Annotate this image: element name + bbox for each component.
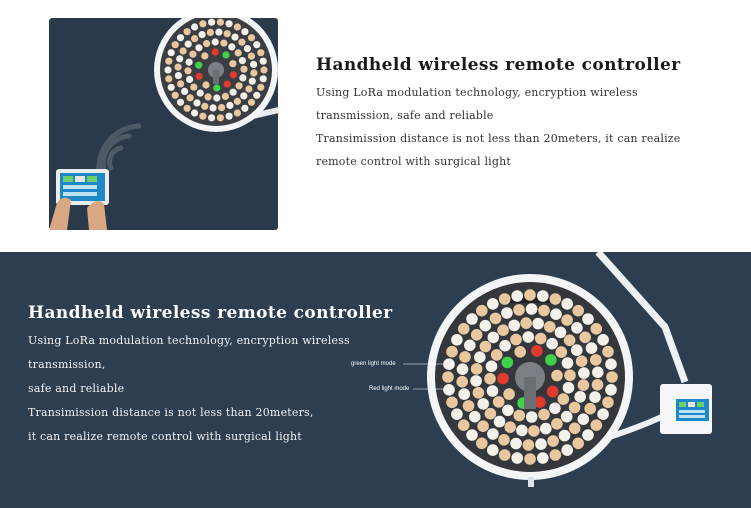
led [497, 373, 509, 385]
led [201, 52, 208, 59]
led [210, 104, 217, 111]
led [561, 411, 573, 423]
led [451, 334, 463, 346]
dark-feature-panel [0, 252, 751, 508]
led [245, 85, 252, 92]
led [503, 388, 515, 400]
led [260, 75, 267, 82]
led [559, 430, 571, 442]
led [491, 349, 503, 361]
led [249, 78, 256, 85]
led [576, 355, 588, 367]
led [239, 74, 246, 81]
led [164, 66, 171, 73]
led [597, 334, 609, 346]
led [571, 344, 583, 356]
led [535, 438, 547, 450]
led [498, 434, 510, 446]
led [241, 105, 248, 112]
led [537, 290, 549, 302]
led [582, 313, 594, 325]
led [165, 75, 172, 82]
led [471, 329, 483, 341]
led [226, 102, 233, 109]
led [535, 333, 547, 345]
led [497, 324, 509, 336]
led [459, 351, 471, 363]
led [510, 334, 522, 346]
led [175, 64, 182, 71]
led [236, 82, 243, 89]
led [253, 92, 260, 99]
led [208, 19, 215, 26]
led [538, 305, 550, 317]
led [234, 23, 241, 30]
led [569, 423, 581, 435]
led [564, 370, 576, 382]
led [564, 335, 576, 347]
led [203, 40, 210, 47]
led [476, 438, 488, 450]
led [224, 81, 231, 88]
led [240, 66, 247, 73]
led [205, 93, 212, 100]
led [520, 317, 532, 329]
led [471, 363, 483, 375]
led [523, 439, 535, 451]
led [464, 340, 476, 352]
led [466, 313, 478, 325]
led [561, 314, 573, 326]
led [605, 358, 617, 370]
led [218, 104, 225, 111]
led [201, 103, 208, 110]
led [244, 45, 251, 52]
led [212, 48, 219, 55]
description-line: remote control with surgical light [316, 155, 512, 168]
led [514, 346, 526, 358]
led [546, 338, 558, 350]
led [493, 396, 505, 408]
led [561, 444, 573, 456]
led [550, 449, 562, 461]
led [458, 419, 470, 431]
description-line: Transimission distance is not less than 20meters, [28, 406, 314, 419]
led [168, 84, 175, 91]
led [528, 425, 540, 437]
led [474, 351, 486, 363]
led [215, 29, 222, 36]
led [499, 449, 511, 461]
led [208, 114, 215, 121]
led [260, 66, 267, 73]
led [191, 109, 198, 116]
led [222, 51, 229, 58]
led [466, 429, 478, 441]
led [172, 92, 179, 99]
led [513, 304, 525, 316]
led [502, 405, 514, 417]
section-title: Handheld wireless remote controller [28, 303, 393, 323]
led [199, 113, 206, 120]
led [508, 320, 520, 332]
led [545, 354, 557, 366]
led [234, 109, 241, 116]
led [238, 39, 245, 46]
led [213, 94, 220, 101]
led [537, 452, 549, 464]
led [213, 84, 220, 91]
led [177, 34, 184, 41]
led [197, 90, 204, 97]
led [586, 342, 598, 354]
description-line: Transimission distance is not less than 20meters, it can realize [316, 132, 681, 145]
led [523, 331, 535, 343]
led [446, 346, 458, 358]
led [532, 318, 544, 330]
led [190, 84, 197, 91]
led [177, 80, 184, 87]
led [511, 290, 523, 302]
led [176, 55, 183, 62]
led [229, 60, 236, 67]
led [185, 41, 192, 48]
led [561, 298, 573, 310]
led [181, 88, 188, 95]
led [230, 89, 237, 96]
led [547, 435, 559, 447]
led [602, 346, 614, 358]
led [457, 363, 469, 375]
led [490, 313, 502, 325]
led [253, 41, 260, 48]
led [165, 58, 172, 65]
led [550, 308, 562, 320]
led [463, 400, 475, 412]
led [499, 293, 511, 305]
led [212, 38, 219, 45]
led [584, 403, 596, 415]
led [228, 43, 235, 50]
led [572, 438, 584, 450]
led [257, 49, 264, 56]
led [526, 411, 538, 423]
led [473, 387, 485, 399]
led [487, 298, 499, 310]
led [186, 59, 193, 66]
section-title: Handheld wireless remote controller [316, 55, 681, 75]
led [195, 62, 202, 69]
led [446, 397, 458, 409]
led [602, 397, 614, 409]
led [193, 99, 200, 106]
led [199, 31, 206, 38]
led [572, 305, 584, 317]
led [551, 418, 563, 430]
led [248, 53, 255, 60]
led [207, 29, 214, 36]
led [549, 403, 561, 415]
led [226, 113, 233, 120]
led [562, 357, 574, 369]
top-description [316, 55, 716, 173]
led [184, 28, 191, 35]
led [555, 327, 567, 339]
led [470, 375, 482, 387]
led [220, 40, 227, 47]
led [502, 357, 514, 369]
led [480, 320, 492, 332]
led [234, 98, 241, 105]
led [451, 408, 463, 420]
led [547, 386, 559, 398]
led [538, 409, 550, 421]
led [578, 379, 590, 391]
green-light-mode-label: green light mode [351, 361, 396, 367]
led [486, 361, 498, 373]
led [540, 423, 552, 435]
led [442, 371, 454, 383]
led [589, 391, 601, 403]
led [606, 371, 618, 383]
wall-control-panel [660, 384, 712, 434]
product-photo-top [49, 18, 278, 230]
led [241, 28, 248, 35]
led [458, 388, 470, 400]
description-line: it can realize remote control with surgical light [28, 430, 302, 443]
led [456, 376, 468, 388]
led [217, 19, 224, 26]
led [574, 391, 586, 403]
led [501, 307, 513, 319]
led [499, 340, 511, 352]
description-line: Using LoRa modulation technology, encryption wireless [316, 86, 638, 99]
led [485, 408, 497, 420]
description-line: transmission, safe and reliable [316, 109, 494, 122]
led [180, 47, 187, 54]
led [550, 293, 562, 305]
led [477, 420, 489, 432]
led [514, 410, 526, 422]
led [551, 370, 563, 382]
red-light-mode-label: Red light mode [369, 386, 410, 392]
led [563, 382, 575, 394]
led [230, 71, 237, 78]
led [177, 99, 184, 106]
led [582, 429, 594, 441]
led [477, 398, 489, 410]
led [487, 428, 499, 440]
led [187, 94, 194, 101]
led [217, 114, 224, 121]
led [469, 411, 481, 423]
led [558, 393, 570, 405]
led [524, 289, 536, 301]
led [172, 41, 179, 48]
led [526, 303, 538, 315]
led [248, 34, 255, 41]
led [248, 99, 255, 106]
description-line: safe and reliable [28, 382, 125, 395]
led [592, 379, 604, 391]
led [511, 452, 523, 464]
led [186, 76, 193, 83]
led [231, 34, 238, 41]
led [175, 72, 182, 79]
led [484, 373, 496, 385]
led [571, 322, 583, 334]
led [257, 84, 264, 91]
led [240, 92, 247, 99]
led [544, 321, 556, 333]
led [458, 323, 470, 335]
led [579, 332, 591, 344]
led [590, 354, 602, 366]
led [199, 20, 206, 27]
led [250, 61, 257, 68]
led [488, 332, 500, 344]
led [510, 438, 522, 450]
led [524, 453, 536, 465]
led [578, 413, 590, 425]
led [224, 30, 231, 37]
led [191, 23, 198, 30]
led [591, 419, 603, 431]
led [195, 44, 202, 51]
led [556, 346, 568, 358]
led [487, 385, 499, 397]
led [592, 367, 604, 379]
led [260, 58, 267, 65]
led [480, 341, 492, 353]
led [516, 425, 528, 437]
led [184, 67, 191, 74]
led [250, 69, 257, 76]
description-line: Using LoRa modulation technology, encryption wireless transmission, [28, 334, 350, 371]
led [196, 73, 203, 80]
led [597, 408, 609, 420]
led [494, 416, 506, 428]
led [168, 49, 175, 56]
led [531, 345, 543, 357]
led [487, 444, 499, 456]
led [184, 105, 191, 112]
led [189, 51, 196, 58]
surgical-light-bottom [427, 274, 633, 487]
led [191, 35, 198, 42]
led [239, 57, 246, 64]
led [226, 20, 233, 27]
led [569, 402, 581, 414]
led [578, 367, 590, 379]
led [504, 421, 516, 433]
led [476, 305, 488, 317]
led [202, 81, 209, 88]
led [222, 93, 229, 100]
led [591, 323, 603, 335]
led [235, 49, 242, 56]
led [605, 384, 617, 396]
